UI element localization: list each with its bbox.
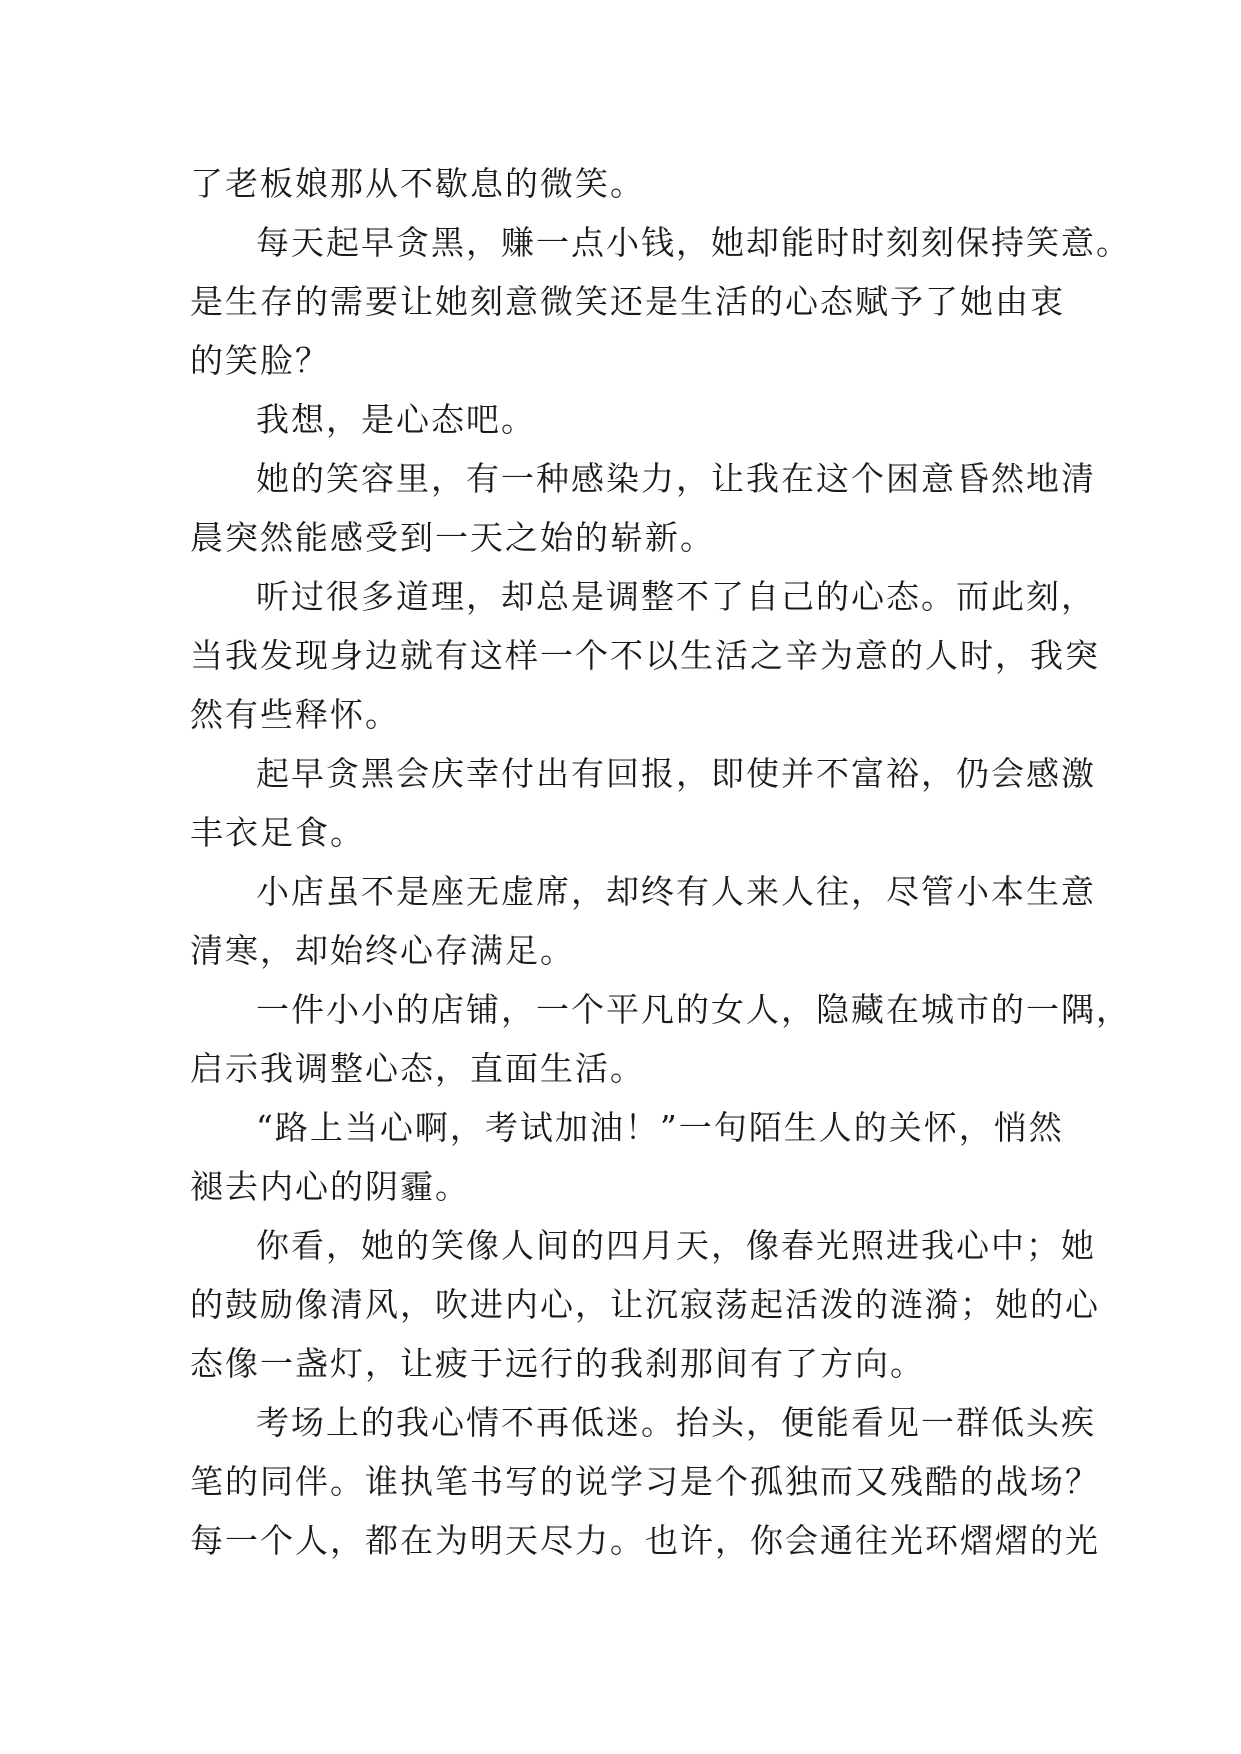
text-line: 笔的同伴。谁执笔书写的说学习是个孤独而又残酷的战场？ xyxy=(190,1462,1100,1501)
text-line: 当我发现身边就有这样一个不以生活之辛为意的人时，我突 xyxy=(190,636,1100,675)
text-line: 启示我调整心态，直面生活。 xyxy=(190,1049,645,1088)
text-line: 是生存的需要让她刻意微笑还是生活的心态赋予了她由衷 xyxy=(190,282,1065,321)
text-line: 你看，她的笑像人间的四月天，像春光照进我心中；她 xyxy=(256,1226,1096,1265)
text-line: 清寒，却始终心存满足。 xyxy=(190,931,575,970)
text-line: 一件小小的店铺，一个平凡的女人，隐藏在城市的一隅， xyxy=(256,990,1131,1029)
essay-body xyxy=(190,154,1131,1570)
text-line: 了老板娘那从不歇息的微笑。 xyxy=(190,164,645,203)
text-line: 态像一盏灯，让疲于远行的我刹那间有了方向。 xyxy=(190,1344,925,1383)
text-line: 每天起早贪黑，赚一点小钱，她却能时时刻刻保持笑意。 xyxy=(256,223,1131,262)
text-line: 她的笑容里，有一种感染力，让我在这个困意昏然地清 xyxy=(256,459,1096,498)
text-line: 起早贪黑会庆幸付出有回报，即使并不富裕，仍会感激 xyxy=(256,754,1096,793)
text-line: 我想，是心态吧。 xyxy=(256,400,536,439)
text-line: 的笑脸？ xyxy=(190,341,330,380)
text-line: 的鼓励像清风，吹进内心，让沉寂荡起活泼的涟漪；她的心 xyxy=(190,1285,1100,1324)
text-line: 听过很多道理，却总是调整不了自己的心态。而此刻， xyxy=(256,577,1096,616)
text-line: 然有些释怀。 xyxy=(190,695,400,734)
text-line: 每一个人，都在为明天尽力。也许，你会通往光环熠熠的光 xyxy=(190,1521,1100,1560)
text-line: “路上当心啊，考试加油！”一句陌生人的关怀，悄然 xyxy=(256,1108,1064,1147)
text-line: 褪去内心的阴霾。 xyxy=(190,1167,470,1206)
text-line: 小店虽不是座无虚席，却终有人来人往，尽管小本生意 xyxy=(256,872,1096,911)
text-line: 考场上的我心情不再低迷。抬头，便能看见一群低头疾 xyxy=(256,1403,1096,1442)
text-line: 晨突然能感受到一天之始的崭新。 xyxy=(190,518,715,557)
text-line: 丰衣足食。 xyxy=(190,813,365,852)
